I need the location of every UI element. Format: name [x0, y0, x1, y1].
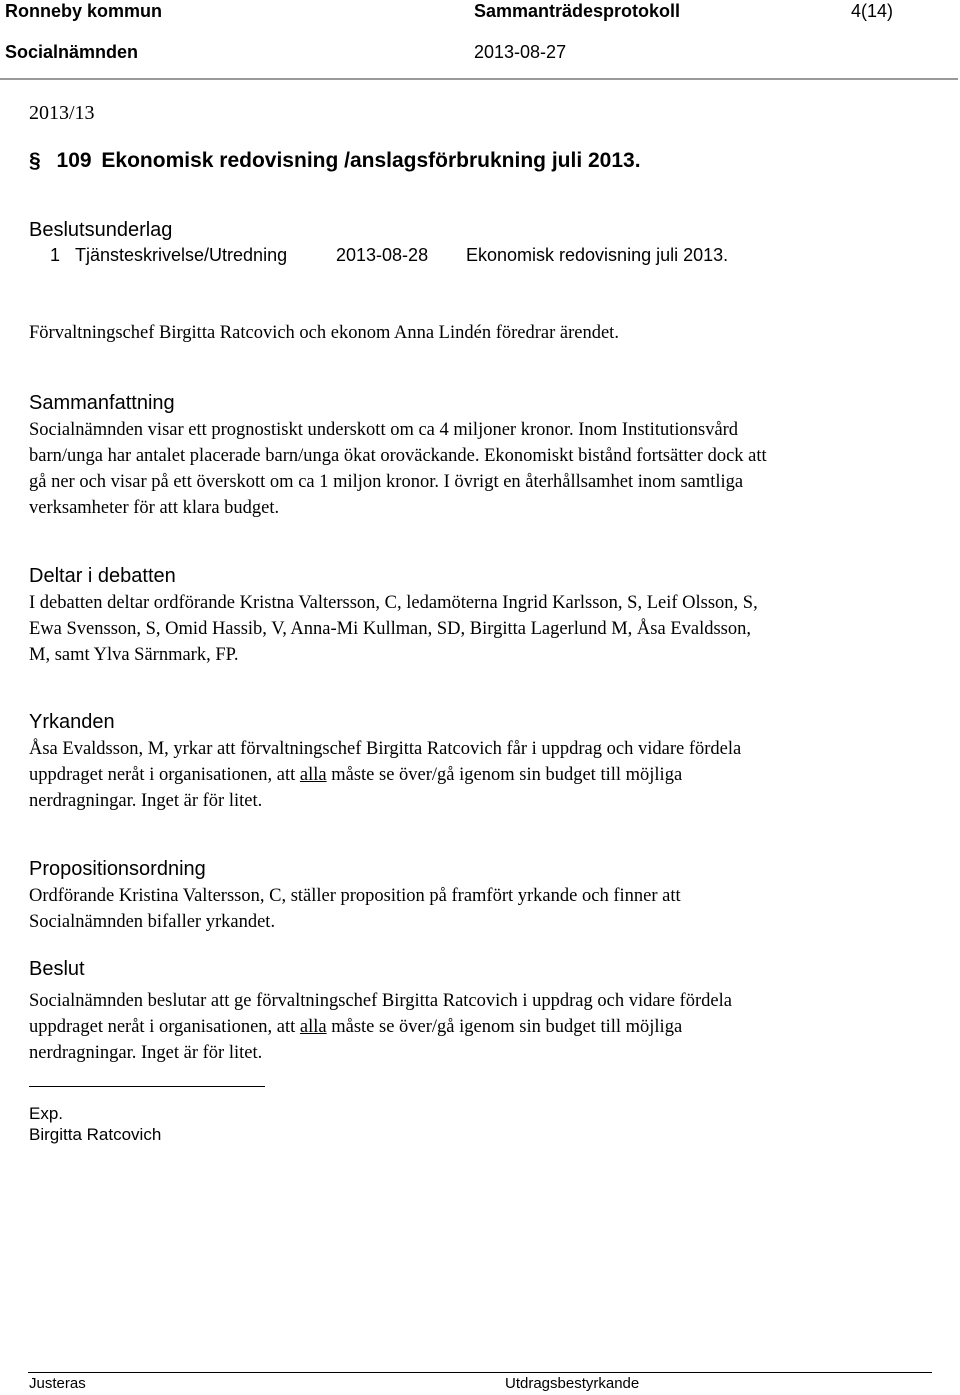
motions-line: Åsa Evaldsson, M, yrkar att förvaltningschef Birgitta Ratcovich får i uppdrag och vidare fördela: [29, 739, 742, 759]
summary-line: verksamheter för att klara budget.: [29, 498, 280, 518]
item-title-text: Ekonomisk redovisning /anslagsförbrukning juli 2013.: [101, 149, 641, 172]
decision-line: uppdraget neråt i organisationen, att alla måste se över/gå igenom sin budget till möjliga: [29, 1017, 683, 1037]
section-mark: §: [29, 149, 41, 172]
motions-heading: Yrkanden: [29, 711, 115, 733]
case-number: 2013/13: [29, 102, 95, 124]
committee-name: Socialnämnden: [5, 42, 139, 62]
debate-text: [29, 590, 934, 668]
dispatch-label: Exp.: [29, 1104, 64, 1123]
underlined-word: alla: [299, 1017, 327, 1037]
page-number: 4(14): [851, 1, 894, 21]
proposition-heading: Propositionsordning: [29, 858, 206, 880]
footer-extract-label: Utdragsbestyrkande: [505, 1375, 640, 1392]
header-rule: [0, 78, 958, 80]
decision-text: [29, 988, 934, 1066]
footer-rule: [28, 1372, 932, 1373]
municipality-name: Ronneby kommun: [5, 1, 163, 21]
basis-row-type: Tjänsteskrivelse/Utredning: [75, 245, 288, 265]
meeting-date: 2013-08-27: [474, 42, 567, 62]
debate-line: I debatten deltar ordförande Kristna Valtersson, C, ledamöterna Ingrid Karlsson, S, Leif Olsson, S,: [29, 593, 758, 613]
item-number: 109: [56, 149, 92, 172]
debate-line: M, samt Ylva Särnmark, FP.: [29, 645, 239, 665]
decision-line: nerdragningar. Inget är för litet.: [29, 1043, 263, 1063]
motions-line: uppdraget neråt i organisationen, att alla måste se över/gå igenom sin budget till möjliga: [29, 765, 683, 785]
underlined-word: alla: [299, 765, 327, 785]
decision-line: Socialnämnden beslutar att ge förvaltningschef Birgitta Ratcovich i uppdrag och vidare fördela: [29, 991, 732, 1011]
decision-basis-heading: Beslutsunderlag: [29, 219, 173, 241]
summary-heading: Sammanfattning: [29, 392, 175, 414]
motions-text: [29, 736, 934, 814]
basis-row-date: 2013-08-28: [336, 245, 429, 265]
item-title: [29, 149, 641, 173]
summary-line: Socialnämnden visar ett prognostiskt underskott om ca 4 miljoner kronor. Inom Institutionsvård: [29, 420, 739, 440]
summary-line: gå ner och visar på ett överskott om ca 1 miljon kronor. I övrigt en återhållsamhet inom samtliga: [29, 472, 744, 492]
proposition-line: Ordförande Kristina Valtersson, C, ställer proposition på framfört yrkande och finner att: [29, 886, 681, 906]
summary-line: barn/unga har antalet placerade barn/unga ökat oroväckande. Ekonomiskt bistånd fortsätter dock att: [29, 446, 767, 466]
signature-rule: [29, 1086, 265, 1087]
summary-text: [29, 417, 934, 521]
document-type: Sammanträdesprotokoll: [474, 1, 681, 21]
debate-heading: Deltar i debatten: [29, 565, 176, 587]
dispatch-recipient: Birgitta Ratcovich: [29, 1125, 162, 1144]
debate-line: Ewa Svensson, S, Omid Hassib, V, Anna-Mi Kullman, SD, Birgitta Lagerlund M, Åsa Evaldsson,: [29, 619, 751, 639]
basis-row-document: Ekonomisk redovisning juli 2013.: [466, 245, 729, 265]
basis-row-number: 1: [50, 245, 61, 265]
decision-heading: Beslut: [29, 958, 85, 980]
presenters-text: Förvaltningschef Birgitta Ratcovich och ekonom Anna Lindén föredrar ärendet.: [29, 323, 619, 343]
proposition-text: [29, 883, 934, 935]
footer-verified-label: Justeras: [29, 1375, 86, 1392]
motions-line: nerdragningar. Inget är för litet.: [29, 791, 263, 811]
proposition-line: Socialnämnden bifaller yrkandet.: [29, 912, 276, 932]
